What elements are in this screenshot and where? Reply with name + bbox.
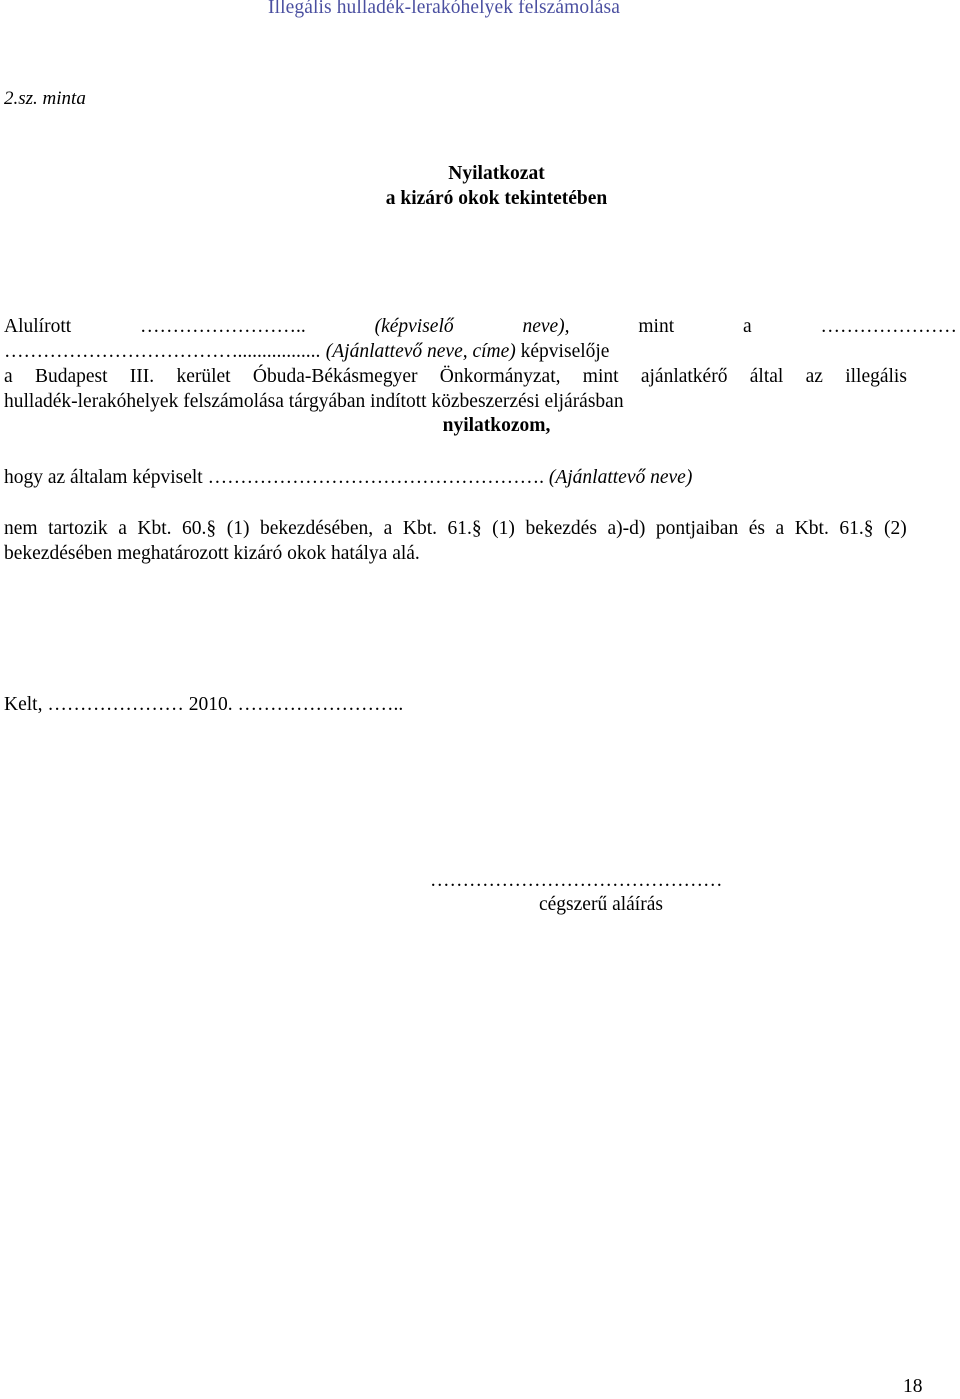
text: hogy az általam képviselt [4, 467, 208, 488]
document-subtitle: a kizáró okok tekintetében [385, 188, 608, 209]
word: képviselője [520, 341, 610, 362]
word: III. [129, 366, 155, 387]
word: és [748, 518, 765, 539]
word: Kbt. [402, 518, 437, 539]
word: 61.§ [839, 518, 874, 539]
word: ajánlatkérő [640, 366, 728, 387]
word: (1) [226, 518, 250, 539]
dots: …………………….. [140, 316, 306, 337]
word: a [383, 518, 393, 539]
word: bekezdés [525, 518, 597, 539]
word: tartozik [48, 518, 108, 539]
word: a [742, 316, 752, 337]
body-line-3 [4, 364, 907, 389]
word: a [775, 518, 785, 539]
body-line-1 [4, 314, 957, 339]
word: (1) [492, 518, 515, 539]
word: a)-d) [607, 518, 646, 539]
page-number: 18 [903, 1376, 923, 1397]
word: (2) [884, 518, 907, 539]
signature-label: cégszerű aláírás [539, 894, 663, 915]
word: illegális [845, 366, 907, 387]
declaration-word: nyilatkozom, [442, 415, 551, 436]
word: a [118, 518, 127, 539]
document-title: Nyilatkozat [448, 163, 545, 184]
word: mint [582, 366, 619, 387]
word: neve), [522, 316, 570, 337]
word: Önkormányzat, [439, 366, 561, 387]
body-line-5 [4, 465, 907, 490]
word: mint [638, 316, 675, 337]
word: pontjaiban [655, 518, 739, 539]
body-line-2 [4, 339, 907, 364]
word: Óbuda-Békásmegyer [252, 366, 418, 387]
date-line: Kelt, ………………… 2010. …………………….. [4, 694, 404, 715]
signature-line: ……………………………………… [430, 870, 723, 891]
body-line-4: hulladék-lerakóhelyek felszámolása tárgyában indított közbeszerzési eljárásban [4, 391, 624, 412]
sample-label: 2.sz. minta [4, 88, 86, 109]
dots: ……………………………… [4, 341, 238, 362]
word: kerület [176, 366, 231, 387]
word: Kbt. [794, 518, 829, 539]
word: Budapest [34, 366, 108, 387]
dots: ………………… [820, 316, 957, 337]
word: 61.§ [447, 518, 482, 539]
word: az [805, 366, 823, 387]
word: nem [4, 518, 38, 539]
dots: ……………………………………………. [207, 467, 544, 488]
word: a [4, 366, 13, 387]
body-line-7: bekezdésében meghatározott kizáró okok hatálya alá. [4, 543, 420, 564]
body-line-6 [4, 516, 907, 541]
word: (képviselő [374, 316, 454, 337]
word: által [749, 366, 784, 387]
word: bekezdésében, [259, 518, 374, 539]
word: Kbt. [137, 518, 172, 539]
word: 60.§ [182, 518, 217, 539]
header-title: Illegális hulladék-lerakóhelyek felszámolása [268, 0, 621, 18]
bidder-name: (Ajánlattevő neve) [543, 467, 693, 488]
word: Alulírott [4, 316, 72, 337]
bidder-name-address: ................. (Ajánlattevő neve, címe) [238, 341, 516, 362]
